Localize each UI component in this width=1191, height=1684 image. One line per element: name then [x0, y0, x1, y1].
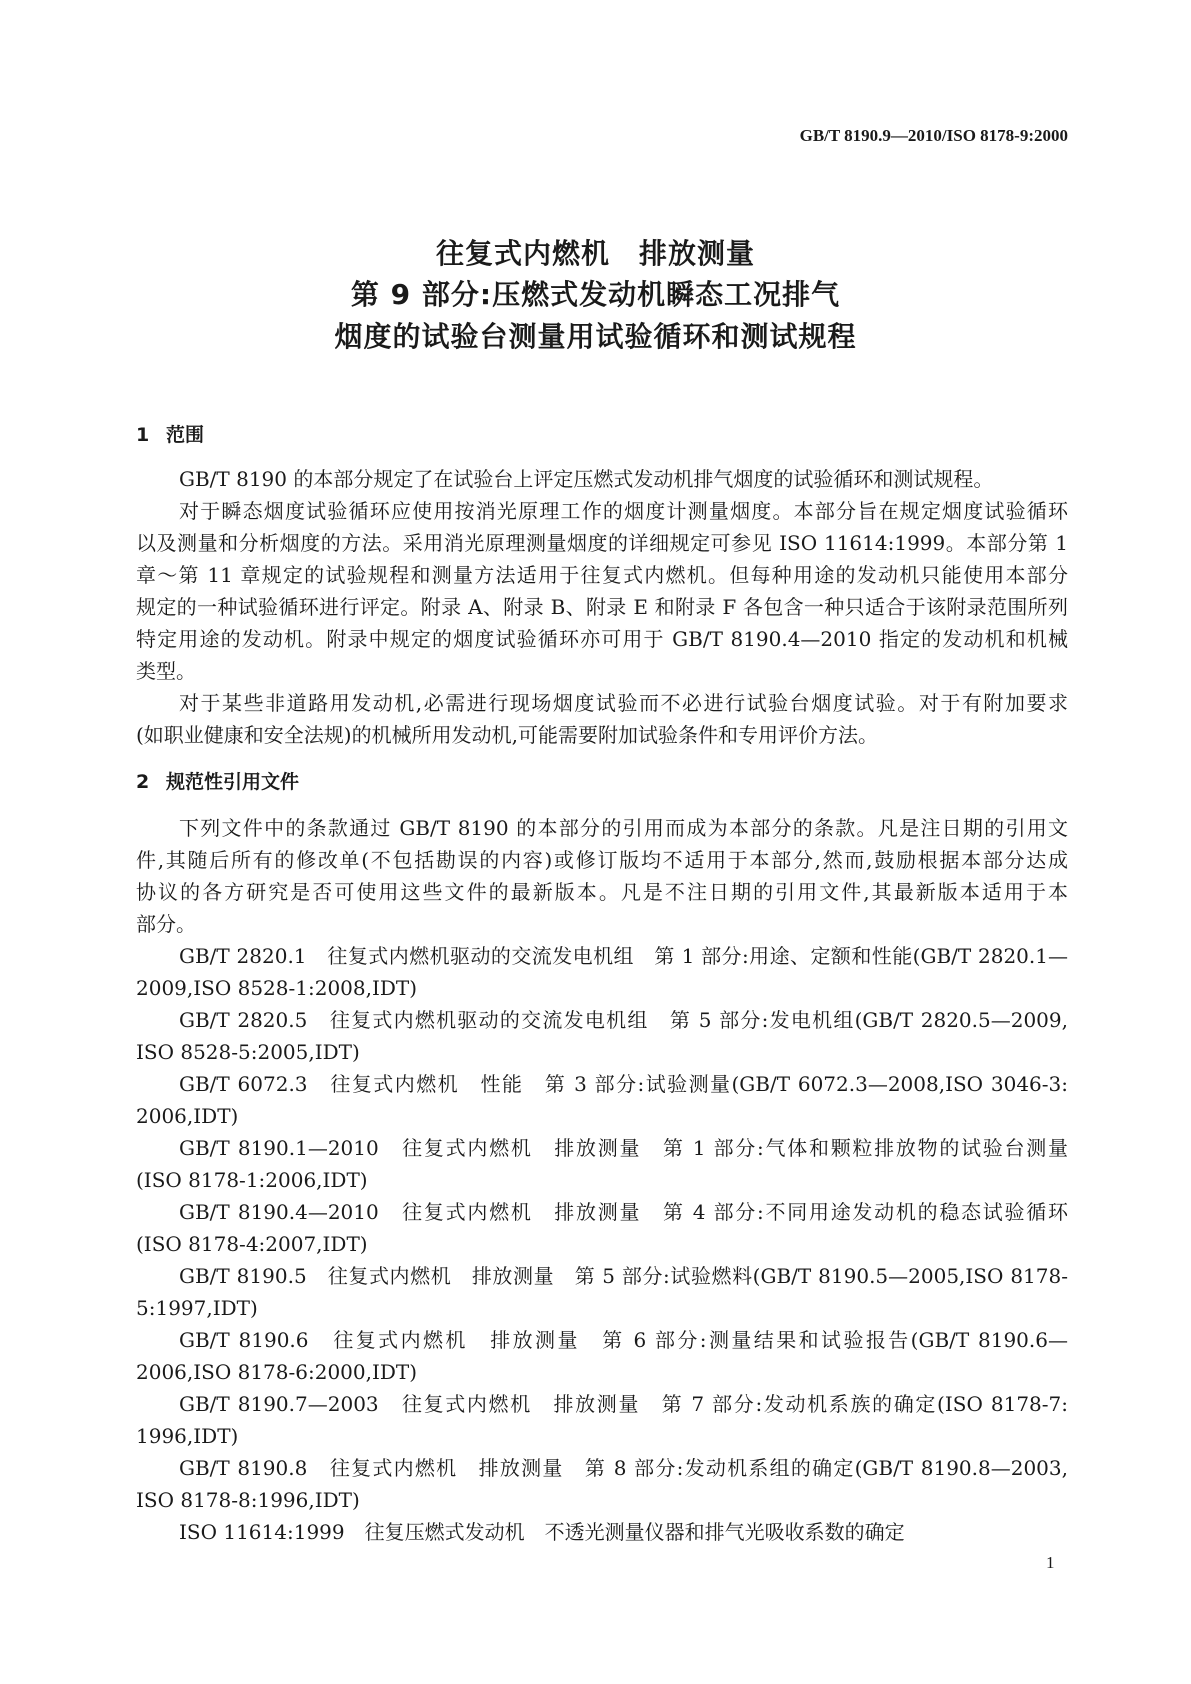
text-line: GB/T 8190.7—2003 往复式内燃机 排放测量 第 7 部分:发动机系族的确定(ISO 8178-7:	[179, 1392, 1068, 1416]
text-line: GB/T 8190.6 往复式内燃机 排放测量 第 6 部分:测量结果和试验报告(GB/T 8190.6—	[179, 1328, 1068, 1352]
paragraph	[136, 1452, 1068, 1516]
paragraph	[136, 463, 1068, 495]
paragraph	[136, 687, 1068, 751]
text-line: 协议的各方研究是否可使用这些文件的最新版本。凡是不注日期的引用文件,其最新版本适用于本	[136, 880, 1068, 904]
paragraph	[136, 1324, 1068, 1388]
paragraph	[136, 495, 1068, 687]
text-line: 部分。	[136, 912, 196, 936]
paragraph	[136, 1132, 1068, 1196]
section-1-body	[136, 463, 1068, 751]
text-line: 5:1997,IDT)	[136, 1296, 258, 1320]
text-line: GB/T 8190.5 往复式内燃机 排放测量 第 5 部分:试验燃料(GB/T 8190.5—2005,ISO 8178-	[179, 1264, 1068, 1288]
section-2-body	[136, 812, 1068, 1548]
paragraph	[136, 812, 1068, 940]
text-line: GB/T 8190.8 往复式内燃机 排放测量 第 8 部分:发动机系组的确定(GB/T 8190.8—2003,	[179, 1456, 1068, 1480]
text-line: 特定用途的发动机。附录中规定的烟度试验循环亦可用于 GB/T 8190.4—2010 指定的发动机和机械	[136, 627, 1068, 651]
text-line: 2009,ISO 8528-1:2008,IDT)	[136, 976, 418, 1000]
text-line: (ISO 8178-1:2006,IDT)	[136, 1168, 368, 1192]
text-line: 对于瞬态烟度试验循环应使用按消光原理工作的烟度计测量烟度。本部分旨在规定烟度试验循环	[179, 499, 1068, 523]
paragraph	[136, 1196, 1068, 1260]
page-number: 1	[1046, 1553, 1055, 1572]
section-2-heading	[136, 767, 299, 794]
text-line: GB/T 8190 的本部分规定了在试验台上评定压燃式发动机排气烟度的试验循环和测试规程。	[179, 467, 994, 491]
paragraph	[136, 940, 1068, 1004]
text-line: 件,其随后所有的修改单(不包括勘误的内容)或修订版均不适用于本部分,然而,鼓励根据本部分达成	[136, 848, 1068, 872]
paragraph	[136, 1388, 1068, 1452]
text-line: 2006,IDT)	[136, 1104, 239, 1128]
text-line: (ISO 8178-4:2007,IDT)	[136, 1232, 368, 1256]
text-line: 对于某些非道路用发动机,必需进行现场烟度试验而不必进行试验台烟度试验。对于有附加要求	[179, 691, 1068, 715]
section-title: 范围	[166, 424, 205, 446]
text-line: 以及测量和分析烟度的方法。采用消光原理测量烟度的详细规定可参见 ISO 11614:1999。本部分第 1	[136, 531, 1068, 555]
paragraph	[136, 1004, 1068, 1068]
text-line: 2006,ISO 8178-6:2000,IDT)	[136, 1360, 418, 1384]
text-line: GB/T 2820.1 往复式内燃机驱动的交流发电机组 第 1 部分:用途、定额和性能(GB/T 2820.1—	[179, 944, 1068, 968]
text-line: GB/T 8190.1—2010 往复式内燃机 排放测量 第 1 部分:气体和颗粒排放物的试验台测量	[179, 1136, 1068, 1160]
text-line: GB/T 8190.4—2010 往复式内燃机 排放测量 第 4 部分:不同用途发动机的稳态试验循环	[179, 1200, 1068, 1224]
doc-title-line-1: 往复式内燃机 排放测量	[435, 237, 755, 270]
standard-code-header: GB/T 8190.9—2010/ISO 8178-9:2000	[799, 126, 1068, 145]
section-number: 2	[136, 771, 150, 793]
paragraph	[136, 1260, 1068, 1324]
section-title: 规范性引用文件	[166, 771, 300, 793]
text-line: (如职业健康和安全法规)的机械所用发动机,可能需要附加试验条件和专用评价方法。	[136, 723, 878, 747]
paragraph	[136, 1068, 1068, 1132]
section-1-heading	[136, 420, 204, 447]
paragraph	[136, 1516, 1068, 1548]
section-number: 1	[136, 424, 150, 446]
text-line: 1996,IDT)	[136, 1424, 239, 1448]
text-line: 章～第 11 章规定的试验规程和测量方法适用于往复式内燃机。但每种用途的发动机只能使用本部分	[136, 563, 1068, 587]
text-line: GB/T 6072.3 往复式内燃机 性能 第 3 部分:试验测量(GB/T 6072.3—2008,ISO 3046-3:	[179, 1072, 1068, 1096]
text-line: 类型。	[136, 659, 196, 683]
doc-title-line-3: 烟度的试验台测量用试验循环和测试规程	[334, 320, 857, 353]
text-line: ISO 8178-8:1996,IDT)	[136, 1488, 360, 1512]
text-line: GB/T 2820.5 往复式内燃机驱动的交流发电机组 第 5 部分:发电机组(GB/T 2820.5—2009,	[179, 1008, 1068, 1032]
text-line: ISO 8528-5:2005,IDT)	[136, 1040, 360, 1064]
text-line: ISO 11614:1999 往复压燃式发动机 不透光测量仪器和排气光吸收系数的确定	[179, 1520, 905, 1544]
doc-title-line-2: 第 9 部分:压燃式发动机瞬态工况排气	[350, 278, 841, 311]
text-line: 下列文件中的条款通过 GB/T 8190 的本部分的引用而成为本部分的条款。凡是注日期的引用文	[179, 816, 1068, 840]
text-line: 规定的一种试验循环进行评定。附录 A、附录 B、附录 E 和附录 F 各包含一种只适合于该附录范围所列	[136, 595, 1068, 619]
